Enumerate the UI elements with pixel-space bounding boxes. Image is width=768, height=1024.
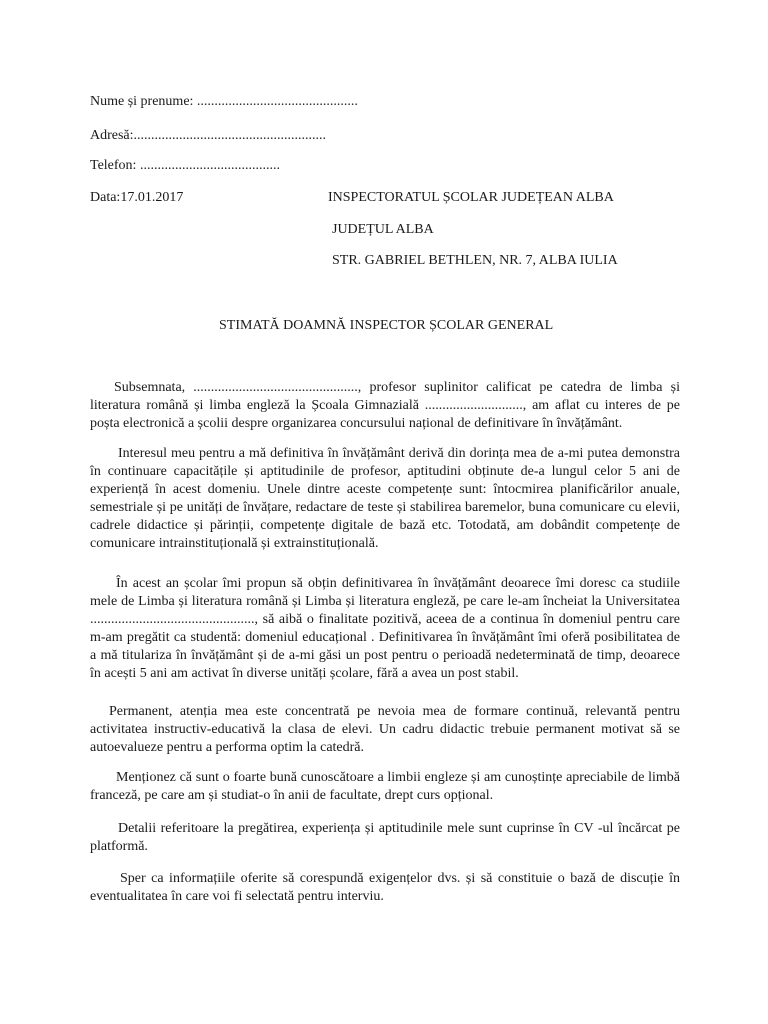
- paragraph-2: Interesul meu pentru a mă definitiva în învățământ derivă din dorința mea de a-mi putea demonstra în continuare capacitățile și aptitudinile de profesor, aptitudini obținute de-a lungul celor 5 ani de experiență în acest domeniu. Unele dintre aceste competențe sunt: întocmirea planificărilor anuale, semestriale și pe unități de învățare, redactare de teste și stabilirea baremelor, buna comunicare cu elevii, cadrele didactice și părinții, competențe digitale de bază etc. Totodată, am dobândit competențe de comunicare intrainstituțională și extrainstituțională.: [90, 446, 680, 551]
- recipient-county: JUDEȚUL ALBA: [332, 222, 434, 237]
- salutation: STIMATĂ DOAMNĂ INSPECTOR ȘCOLAR GENERAL: [219, 318, 554, 333]
- name-line: Nume și prenume: ..............................................: [90, 94, 358, 109]
- paragraph-7: Sper ca informațiile oferite să corespundă exigențelor dvs. și să constituie o bază de discuție în eventualitatea în care voi fi selectată pentru interviu.: [90, 871, 680, 904]
- paragraph-3: În acest an școlar îmi propun să obțin definitivarea în învățământ deoarece îmi doresc ca studiile mele de Limba și literatura română și Limba și literatura engleză, pe care le-am încheiat la Universitatea ..............................................., să aibă o finalitate pozitivă, aceea de a continua în domeniul pentru care m-am pregătit ca studentă: domeniul educațional . Definitivarea în învățământ îmi oferă posibilitatea de a mă titulariza în învățământ și de a-mi găsi un post pentru o perioadă nedeterminată de timp, deoarece în acești 5 ani am activat în diverse unități școlare, fără a avea un post stabil.: [90, 576, 680, 681]
- address-line: Adresă:.......................................................: [90, 128, 327, 143]
- paragraph-5: Menționez că sunt o foarte bună cunoscătoare a limbii engleze și am cunoștințe apreciabile de limbă franceză, pe care am și studiat-o în anii de facultate, drept curs opțional.: [90, 770, 680, 803]
- paragraph-4: Permanent, atenția mea este concentrată pe nevoia mea de formare continuă, relevantă pentru activitatea instructiv-educativă la clasa de elevi. Un cadru didactic trebuie permanent motivat să se autoevalueze pentru a performa optim la catedră.: [90, 704, 680, 755]
- date-line: Data:17.01.2017: [90, 190, 184, 205]
- recipient-address: STR. GABRIEL BETHLEN, NR. 7, ALBA IULIA: [332, 253, 618, 268]
- paragraph-6: Detalii referitoare la pregătirea, experiența și aptitudinile mele sunt cuprinse în CV -ul încărcat pe platformă.: [90, 821, 680, 854]
- recipient-institution: INSPECTORATUL ȘCOLAR JUDEȚEAN ALBA: [328, 190, 614, 205]
- phone-line: Telefon: ........................................: [90, 158, 280, 173]
- paragraph-1: Subsemnata, ..............................................., profesor suplinitor calificat pe catedra de limba și literatura română și limba engleză la Școala Gimnazială ............................, am aflat cu interes de pe poșta electronică a școlii despre organizarea concursului național de definitivare în învățământ.: [90, 380, 680, 431]
